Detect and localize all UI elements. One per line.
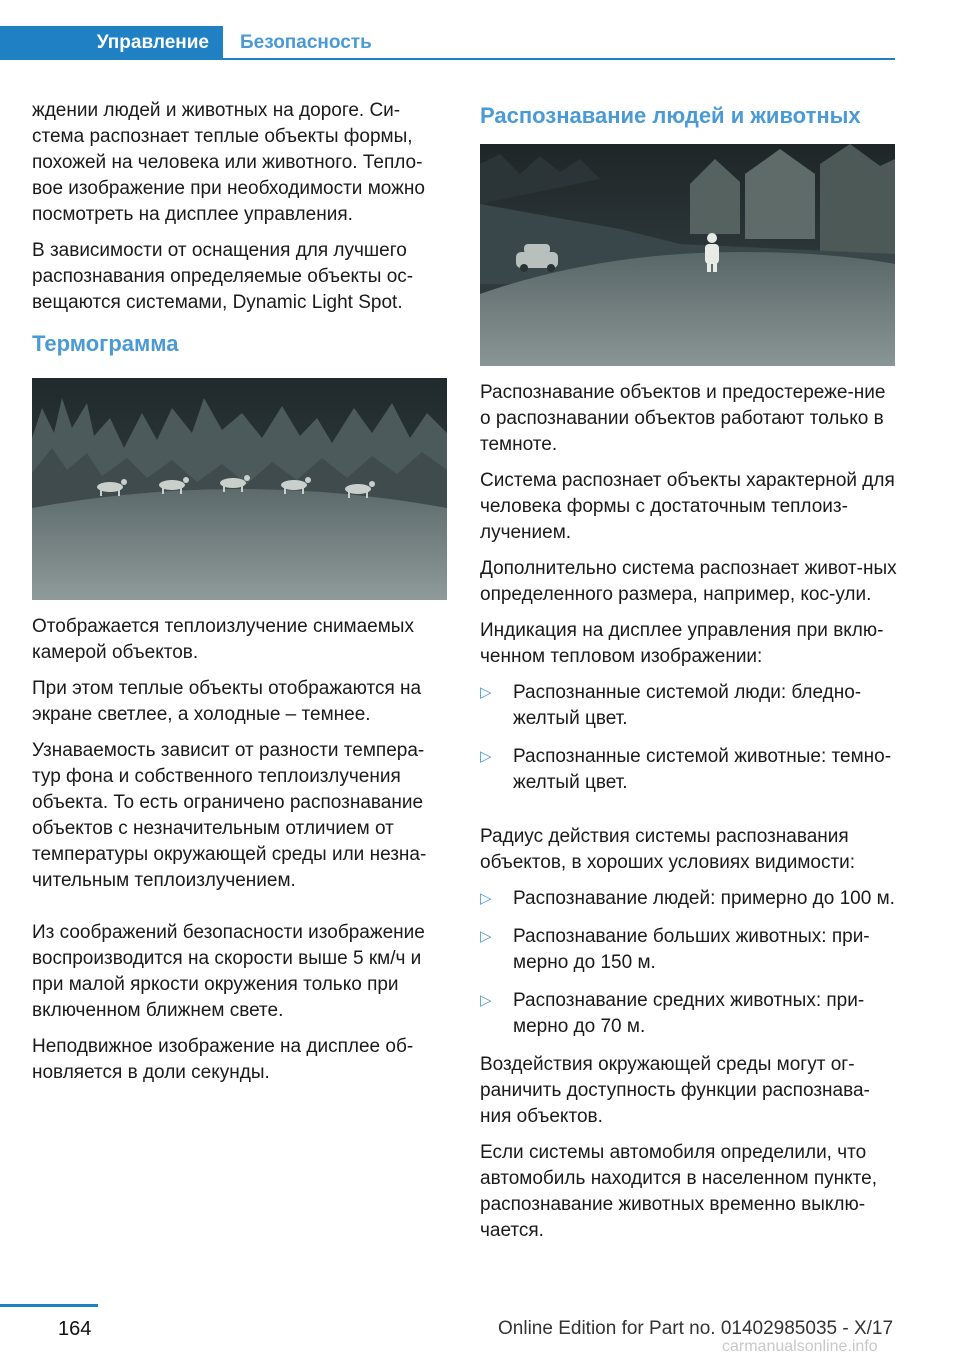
paragraph: Узнаваемость зависит от разности темпера‐тур фона и собственного теплоизлучения объекта. То есть ограничено распознавание объектов с незначительным отличием от температуры окружающей среды или незна‐чительным теплоизлучением. <box>32 740 427 891</box>
triangle-right-icon: ▷ <box>480 928 492 945</box>
tab-controls[interactable] <box>0 26 223 60</box>
paragraph: Распознавание объектов и предостереже‐ние о распознавании объектов работают только в темноте. <box>480 382 886 455</box>
paragraph: В зависимости от оснащения для лучшего распознавания определяемые объекты ос‐вещаются системами, Dynamic Light Spot. <box>32 240 414 313</box>
triangle-right-icon: ▷ <box>480 748 492 765</box>
header-tabs <box>0 26 895 60</box>
list-item <box>480 886 898 912</box>
triangle-right-icon: ▷ <box>480 890 492 907</box>
list-item-text: Распознавание людей: примерно до 100 м. <box>513 888 895 909</box>
paragraph: Неподвижное изображение на дисплее об‐новляется в доли секунды. <box>32 1036 414 1083</box>
tab-safety[interactable] <box>240 26 372 60</box>
list-item-text: Распознанные системой животные: темно-желтый цвет. <box>513 746 892 793</box>
list-item <box>480 680 898 732</box>
paragraph: Воздействия окружающей среды могут ог‐раничить доступность функции распознава‐ния объектов. <box>480 1054 870 1127</box>
left-column <box>32 98 450 1096</box>
paragraph: ждении людей и животных на дороге. Си‐стема распознает теплые объекты формы, похожей на человека или животного. Тепло‐вое изображение при необходимости можно посмотреть на дисплее управления. <box>32 100 425 225</box>
paragraph: Система распознает объекты характерной для человека формы с достаточным теплоиз‐лучением. <box>480 470 895 543</box>
list-item <box>480 988 898 1040</box>
edition-info: Online Edition for Part no. 01402985035 - X/17 <box>498 1318 894 1339</box>
triangle-right-icon: ▷ <box>480 992 492 1009</box>
indicator-list <box>480 680 898 796</box>
page-number: 164 <box>58 1318 92 1340</box>
tab-safety-label: Безопасность <box>240 32 372 53</box>
tab-controls-label: Управление <box>96 32 209 53</box>
list-item <box>480 744 898 796</box>
paragraph: Индикация на дисплее управления при вклю‐ченном тепловом изображении: <box>480 620 884 667</box>
section-heading-thermogram: Термограмма <box>32 331 179 356</box>
list-item-text: Распознанные системой люди: бледно-желтый цвет. <box>513 682 862 729</box>
right-column <box>480 98 898 1254</box>
paragraph: Отображается теплоизлучение снимаемых камерой объектов. <box>32 616 414 663</box>
list-item-text: Распознавание средних животных: при‐мерно до 70 м. <box>513 990 865 1037</box>
paragraph: Из соображений безопасности изображение воспроизводится на скорости выше 5 км/ч и при малой яркости окружения только при включенном ближнем свете. <box>32 922 425 1021</box>
watermark: carmanualsonline.info <box>722 1338 878 1355</box>
section-heading-detection: Распознавание людей и животных <box>480 103 861 128</box>
thermal-image-animals <box>32 378 447 600</box>
paragraph: Дополнительно система распознает живот‐ных определенного размера, например, кос‐ули. <box>480 558 897 605</box>
spacer <box>480 808 898 824</box>
triangle-right-icon: ▷ <box>480 684 492 701</box>
list-item <box>480 924 898 976</box>
thermal-image-pedestrian <box>480 144 895 366</box>
paragraph: Если системы автомобиля определили, что автомобиль находится в населенном пункте, распознавание животных временно выклю‐чается. <box>480 1142 877 1241</box>
paragraph: При этом теплые объекты отображаются на экране светлее, а холодные – темнее. <box>32 678 422 725</box>
header-rule <box>223 58 895 60</box>
spacer <box>32 904 450 920</box>
footer-rule <box>0 1304 98 1307</box>
paragraph: Радиус действия системы распознавания объектов, в хороших условиях видимости: <box>480 826 856 873</box>
range-list <box>480 886 898 1040</box>
list-item-text: Распознавание больших животных: при‐мерно до 150 м. <box>513 926 870 973</box>
